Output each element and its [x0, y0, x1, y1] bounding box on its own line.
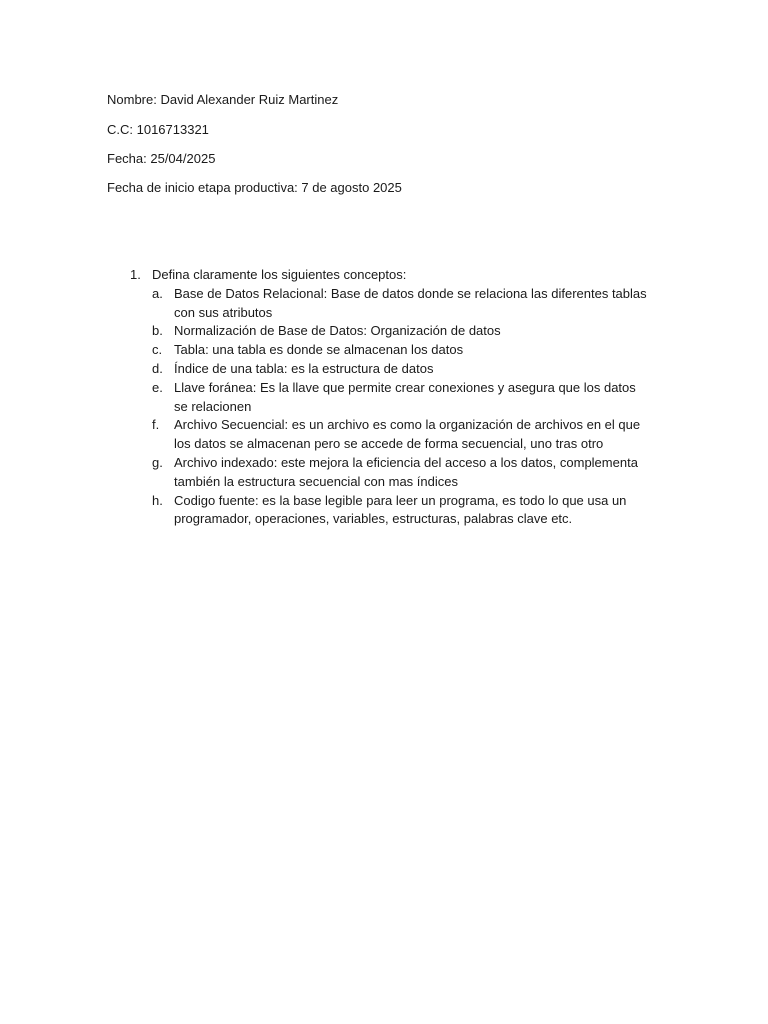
list-item-text: Normalización de Base de Datos: Organización de datos — [174, 323, 501, 339]
concept-list — [130, 285, 650, 529]
list-item — [152, 322, 650, 341]
list-marker: b. — [152, 323, 163, 339]
list-item-text: Tabla: una tabla es donde se almacenan los datos — [174, 342, 464, 358]
id-number-line: C.C: 1016713321 — [107, 122, 209, 137]
list-item — [152, 492, 650, 530]
list-item — [152, 341, 650, 360]
start-date-line: Fecha de inicio etapa productiva: 7 de agosto 2025 — [107, 180, 402, 195]
list-item-text: Índice de una tabla: es la estructura de datos — [174, 360, 434, 376]
list-marker: f. — [152, 417, 160, 433]
list-item — [152, 454, 650, 492]
list-item — [152, 379, 650, 417]
list-marker: e. — [152, 379, 163, 395]
list-item-text: Base de Datos Relacional: Base de datos donde se relaciona las diferentes tablas con sus atributos — [174, 285, 647, 320]
list-marker: h. — [152, 492, 163, 508]
question-heading — [130, 266, 650, 285]
list-item-text: Archivo Secuencial: es un archivo es como la organización de archivos en el que los datos se almacenan pero se accede de forma secuencial, uno tras otro — [174, 417, 641, 452]
name-line: Nombre: David Alexander Ruiz Martinez — [107, 92, 339, 107]
list-marker: d. — [152, 360, 163, 376]
list-marker: g. — [152, 454, 163, 470]
list-item — [152, 285, 650, 323]
list-item-text: Codigo fuente: es la base legible para leer un programa, es todo lo que usa un programador, operaciones, variables, estructuras, palabras clave etc. — [174, 492, 627, 527]
list-marker: a. — [152, 285, 163, 301]
list-item — [152, 360, 650, 379]
list-item-text: Llave foránea: Es la llave que permite crear conexiones y asegura que los datos se relacionen — [174, 379, 636, 414]
date-line: Fecha: 25/04/2025 — [107, 151, 216, 166]
list-item — [152, 416, 650, 454]
question-number: 1. — [130, 267, 141, 282]
question-text: Defina claramente los siguientes conceptos: — [152, 267, 407, 282]
list-marker: c. — [152, 342, 163, 358]
question-block — [130, 266, 650, 529]
list-item-text: Archivo indexado: este mejora la eficiencia del acceso a los datos, complementa también la estructura secuencial con mas índices — [174, 454, 638, 489]
